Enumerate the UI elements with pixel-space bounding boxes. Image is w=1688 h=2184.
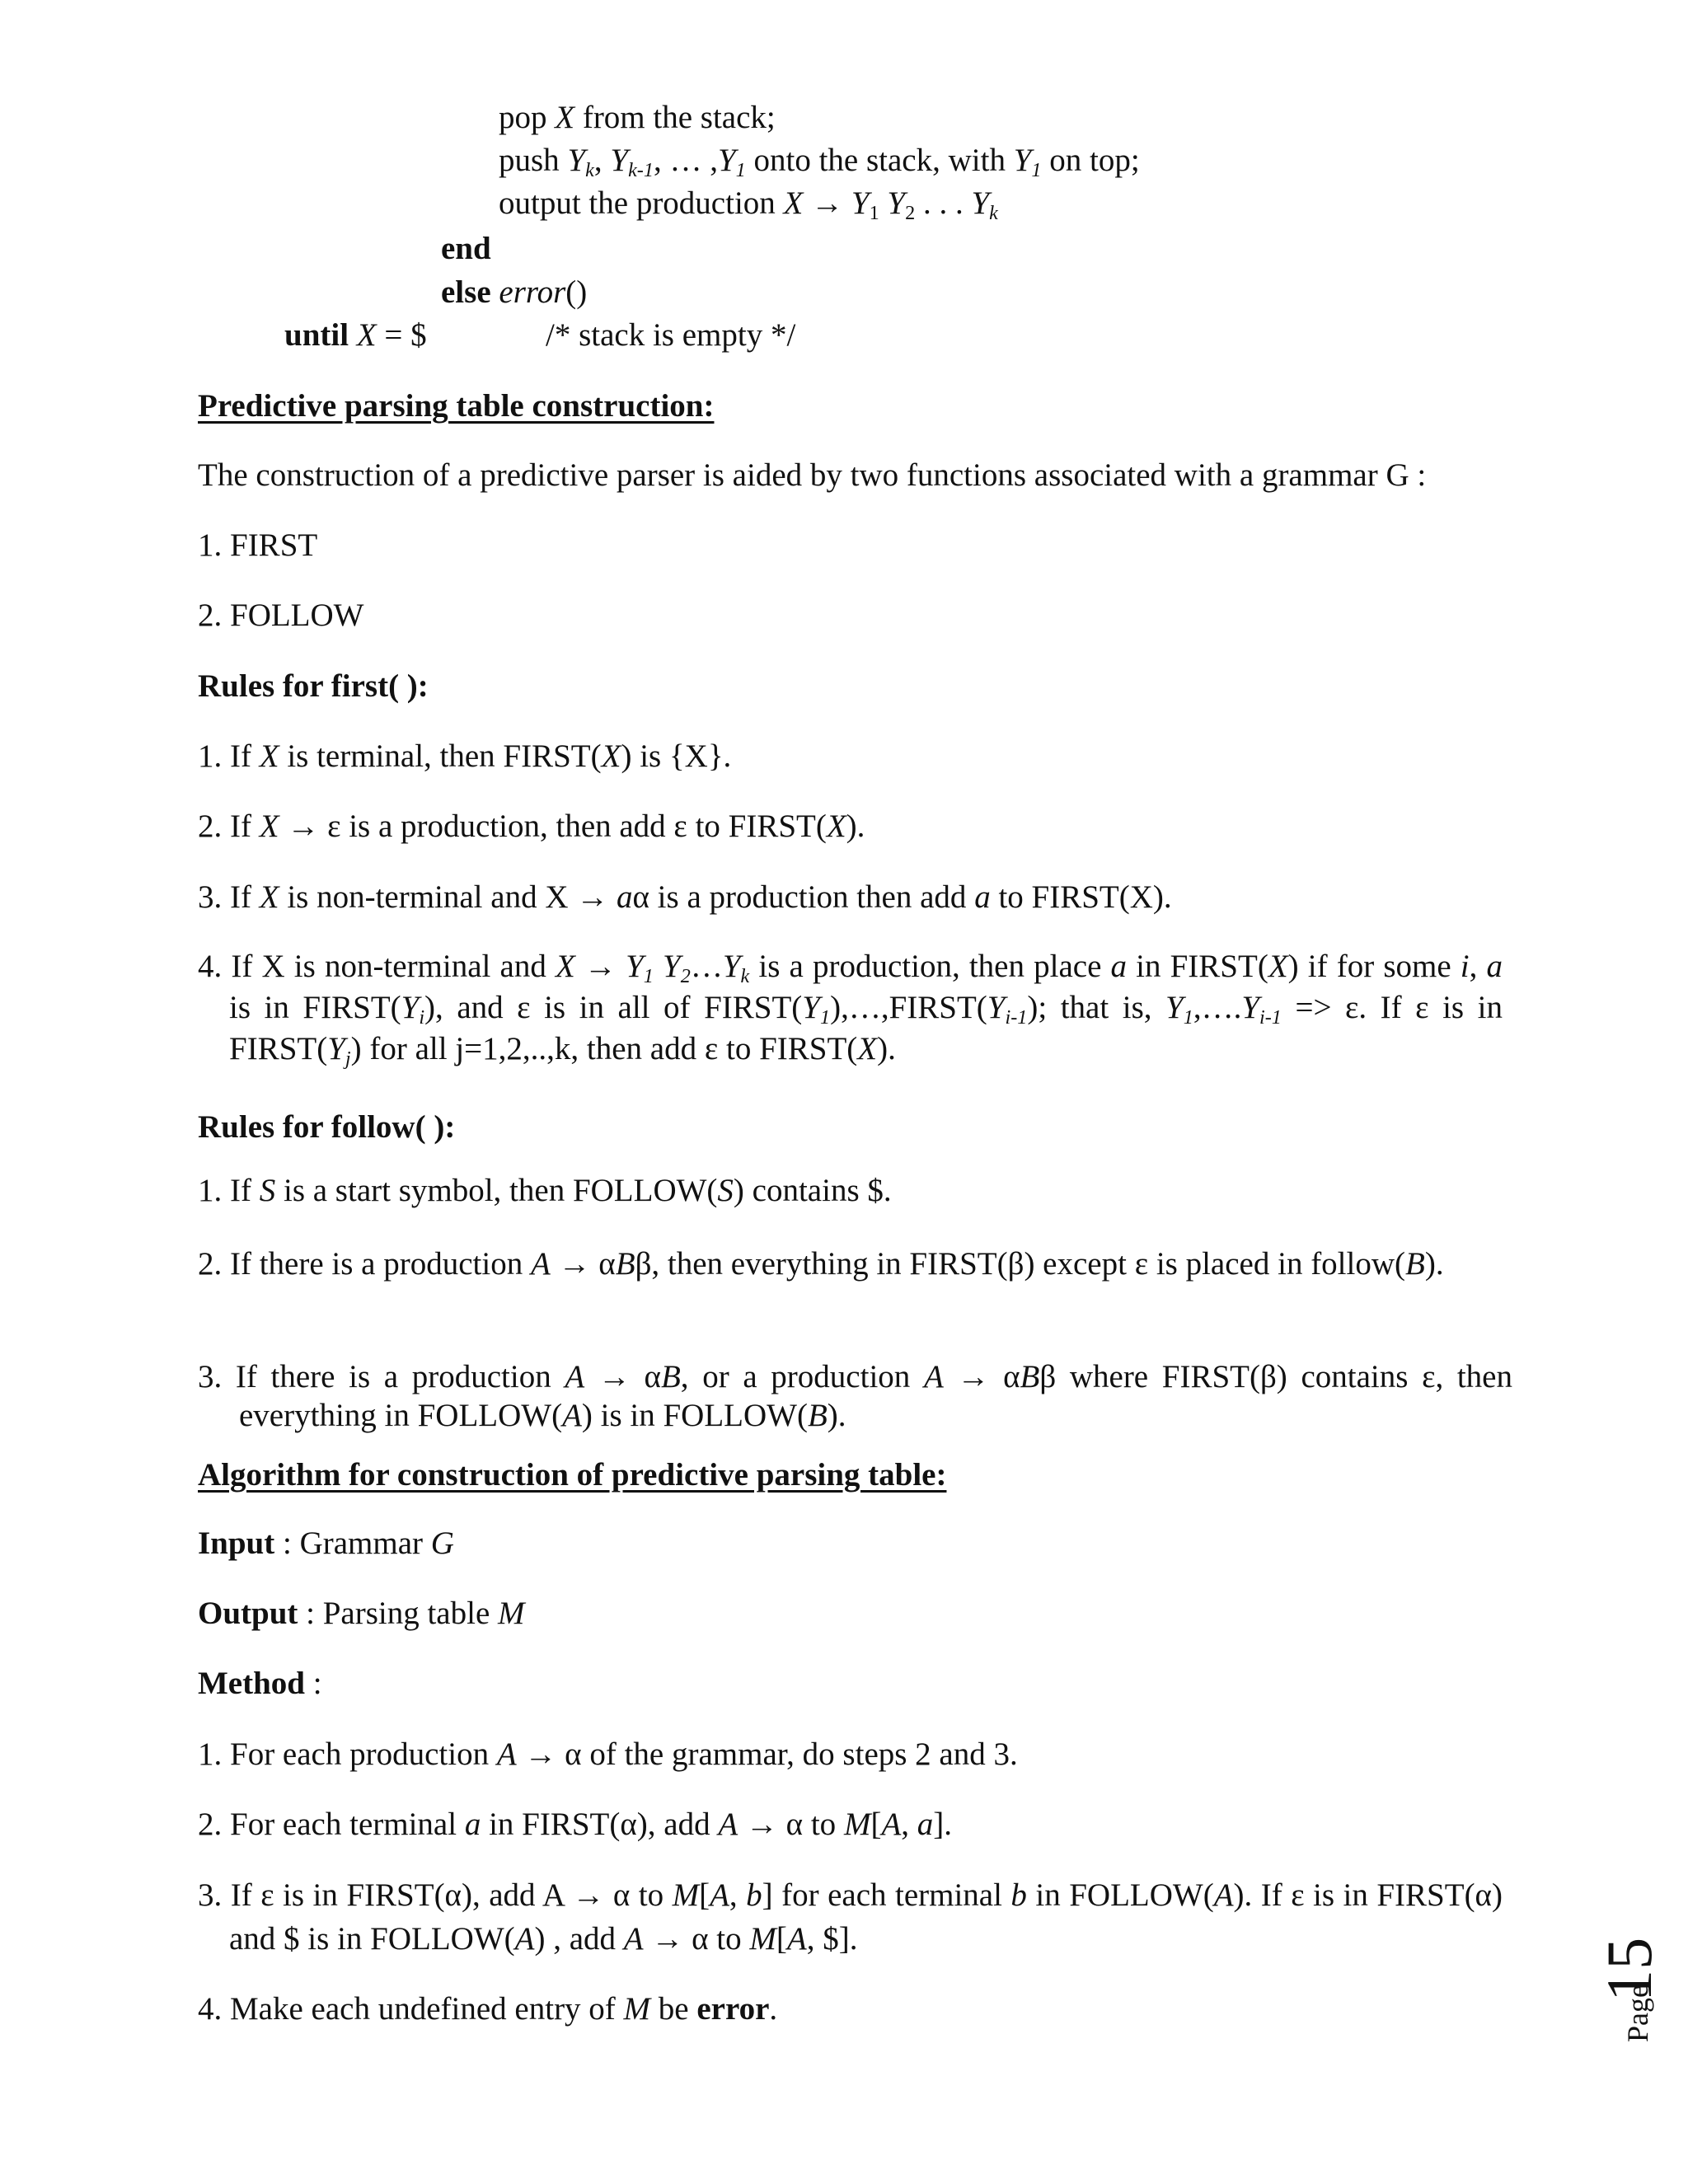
follow-rule-2: 2. If there is a production A → αBβ, then everything in FIRST(β) except ε is placed in follow(B). [198, 1246, 1444, 1282]
section-heading: Predictive parsing table construction: [198, 388, 715, 424]
algorithm-output: Output : Parsing table M [198, 1596, 525, 1631]
algorithm-heading: Algorithm for construction of predictive parsing table: [198, 1457, 947, 1493]
first-rule-4: 4. If X is non-terminal and $X \to Y_1$ $Y_2\dots Y_k$ is a production, then place a in FIRST(X) if for some i, a is in $FIRST(Y_i)$, and ε is in all of $FIRST(Y_1),\dots,FIRST(Y_{i-1})$; that is, $Y_1,\dots.Y_{i-1} => \varepsilon$. If ε is in $FIRST(Y_j)$ for all j=1,2,..,k, then add ε to FIRST(X). [198, 949, 1503, 1070]
algo-line-push: push $Y_k$, $Y_{k-1}$, … $,Y_1$ onto the stack, with $Y_1$ on top; [499, 143, 1140, 181]
algo-line-output: output the production $X \to Y_1$ $Y_2$ . . . $Y_k$ [499, 185, 998, 224]
algorithm-step-4: 4. Make each undefined entry of M be error. [198, 1991, 778, 2027]
list-item: 1. FIRST [198, 527, 318, 563]
list-item: 2. FOLLOW [198, 598, 364, 633]
page-number-value: 15 [1593, 1937, 1666, 2002]
first-rule-1: 1. If X is terminal, then FIRST(X) is {X}. [198, 738, 732, 774]
algorithm-step-1: 1. For each production A → α of the grammar, do steps 2 and 3. [198, 1736, 1018, 1772]
algorithm-step-2: 2. For each terminal a in FIRST(α), add A → α to M[A, a]. [198, 1807, 953, 1842]
algorithm-input: Input : Grammar G [198, 1526, 454, 1561]
section-intro: The construction of a predictive parser is aided by two functions associated with a grammar G : [198, 457, 1427, 493]
algorithm-step-3: 3. If ε is in FIRST(α), add A → α to M[A, b] for each terminal b in FOLLOW(A). If ε is in FIRST(α) and $ is in FOLLOW(A) , add A → α to M[A, $]. [198, 1877, 1503, 1957]
algorithm-method: Method : [198, 1666, 322, 1701]
algo-end: end [441, 231, 491, 266]
follow-rules-heading: Rules for follow( ): [198, 1109, 456, 1145]
first-rule-2: 2. If X → ε is a production, then add ε to FIRST(X). [198, 808, 865, 844]
algo-line-pop: pop X from the stack; [499, 100, 776, 135]
algo-else: else error() [441, 274, 588, 310]
first-rule-3: 3. If X is non-terminal and X → aα is a production then add a to FIRST(X). [198, 879, 1172, 915]
first-rules-heading: Rules for first( ): [198, 668, 429, 704]
follow-rule-3: 3. If there is a production A → αB, or a production A → αBβ where FIRST(β) contains ε, then everything in FOLLOW(A) is in FOLLOW(B). [198, 1359, 1512, 1433]
follow-rule-1: 1. If S is a start symbol, then FOLLOW(S) contains $. [198, 1173, 892, 1208]
page-number [1593, 1937, 1666, 2060]
page-number-label: Page [1620, 1985, 1654, 2043]
algo-until: until X = $ [284, 317, 427, 353]
algo-comment: /* stack is empty */ [546, 317, 796, 353]
